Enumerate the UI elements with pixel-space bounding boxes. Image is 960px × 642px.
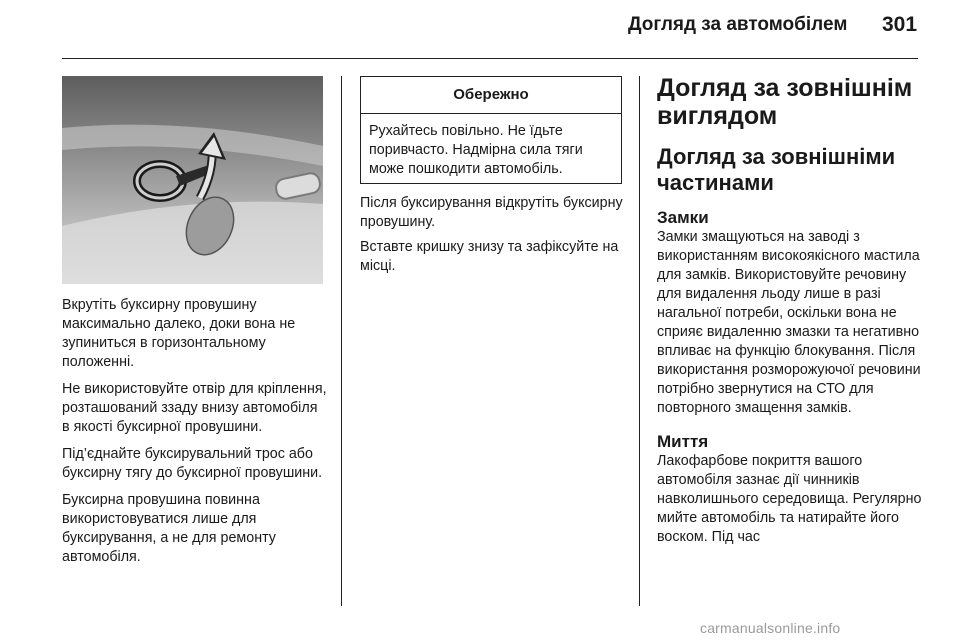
section-heading: Догляд за зовнішнім виглядом: [657, 74, 913, 130]
caution-text: Рухайтесь повільно. Не їдьте поривчасто. Надмірна сила тяги може пошкодити автомобіль.: [369, 123, 583, 177]
topic-title-washing: Миття: [657, 432, 709, 451]
topic-text-locks: Замки змащуються на заводі з використанням високоякісного мастила для замків. Використовуйте речовину для видалення льоду лише в разі нагальної потреби, оскільки вона не сприяє видаленню змазки та негативно впливає на функцію блокування. Після використання розморожуючої речовини потрібно звернутися на СТО для повторного змащення замків.: [657, 229, 921, 416]
instruction-text-column-2: [360, 194, 624, 282]
header-rule: [62, 58, 918, 59]
page-header-title: Догляд за автомобілем: [628, 14, 848, 35]
topic-text-washing: Лакофарбове покриття вашого автомобіля зазнає дії чинників навколишнього середовища. Регулярно мийте автомобіль та натирайте його воском. Під час: [657, 453, 922, 545]
caution-heading: Обережно: [361, 77, 621, 114]
exterior-care-column: [657, 74, 927, 547]
column-divider-left: [341, 76, 342, 606]
page-number: 301: [882, 13, 918, 36]
watermark-text: carmanualsonline.info: [700, 620, 841, 636]
towing-eye-illustration: [62, 76, 323, 284]
instruction-text-column-1: [62, 296, 328, 575]
paragraph: Буксирна провушина повинна використовуватися лише для буксирування, а не для ремонту автомобіля.: [62, 492, 276, 565]
paragraph: Не використовуйте отвір для кріплення, розташований ззаду внизу автомобіля в якості буксирної провушини.: [62, 381, 327, 435]
caution-box: [360, 76, 622, 184]
paragraph: Під’єднайте буксирувальний трос або буксирну тягу до буксирної провушини.: [62, 446, 323, 481]
paragraph: Після буксирування відкрутіть буксирну провушину.: [360, 195, 623, 230]
paragraph: Вкрутіть буксирну провушину максимально далеко, доки вона не зупиниться в горизонтальному положенні.: [62, 297, 296, 370]
column-divider-right: [639, 76, 640, 606]
paragraph: Вставте кришку знизу та зафіксуйте на місці.: [360, 239, 619, 274]
topic-title-locks: Замки: [657, 208, 709, 227]
subsection-heading: Догляд за зовнішніми частинами: [657, 144, 896, 195]
